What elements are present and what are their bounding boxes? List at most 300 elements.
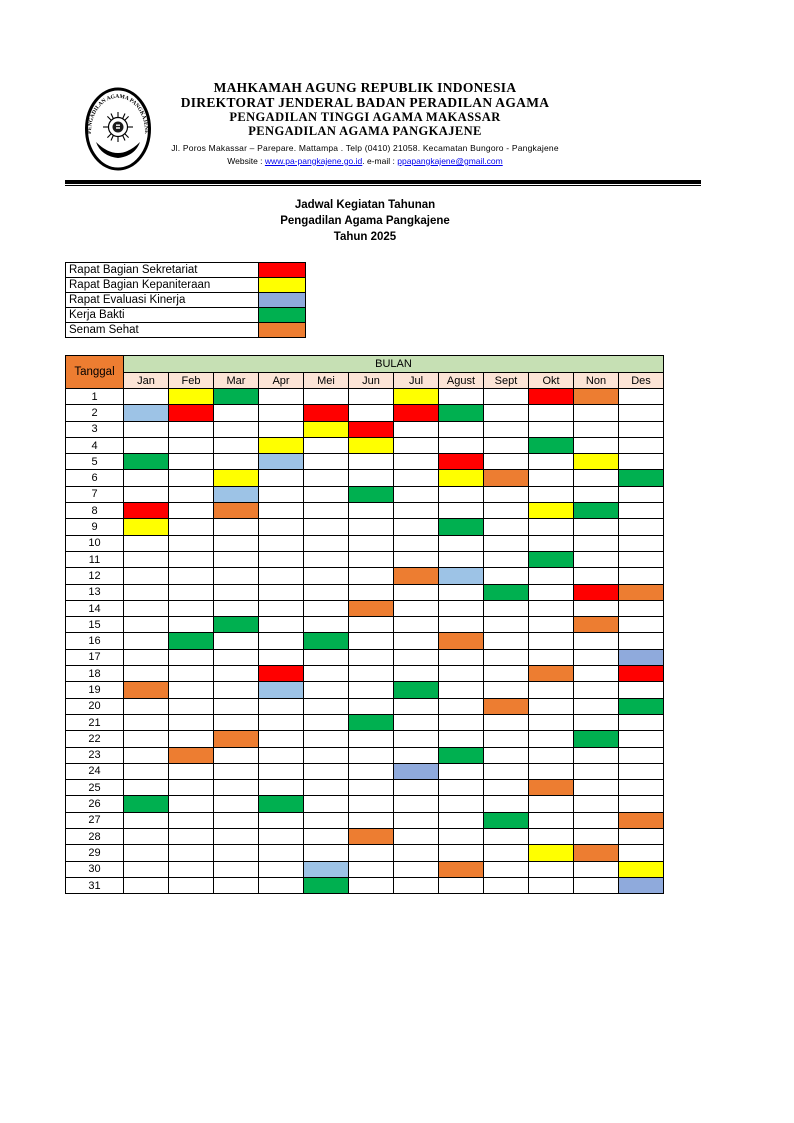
calendar-cell-mar-10 [214, 535, 259, 551]
calendar-cell-okt-8 [529, 503, 574, 519]
calendar-cell-jul-5 [394, 454, 439, 470]
day-label: 12 [66, 568, 124, 584]
calendar-cell-jan-6 [124, 470, 169, 486]
website-link[interactable]: www.pa-pangkajene.go.id [264, 155, 363, 166]
calendar-cell-apr-13 [259, 584, 304, 600]
calendar-row-4 [66, 437, 664, 453]
calendar-cell-okt-22 [529, 731, 574, 747]
letterhead-line-1: MAHKAMAH AGUNG REPUBLIK INDONESIA [213, 80, 517, 95]
calendar-cell-jan-25 [124, 780, 169, 796]
calendar-cell-mei-31 [304, 877, 349, 893]
calendar-cell-jul-27 [394, 812, 439, 828]
calendar-cell-apr-4 [259, 437, 304, 453]
calendar-cell-agust-18 [439, 666, 484, 682]
calendar-cell-okt-12 [529, 568, 574, 584]
calendar-cell-jul-29 [394, 845, 439, 861]
calendar-cell-apr-29 [259, 845, 304, 861]
calendar-cell-des-9 [619, 519, 664, 535]
calendar-cell-sept-2 [484, 405, 529, 421]
calendar-cell-jun-15 [349, 617, 394, 633]
legend-row [66, 263, 306, 278]
calendar-cell-mei-7 [304, 486, 349, 502]
calendar-cell-non-4 [574, 437, 619, 453]
calendar-cell-jul-8 [394, 503, 439, 519]
calendar-row-7 [66, 486, 664, 502]
calendar-cell-agust-17 [439, 649, 484, 665]
calendar-cell-des-16 [619, 633, 664, 649]
calendar-cell-jan-24 [124, 763, 169, 779]
calendar-cell-des-12 [619, 568, 664, 584]
calendar-cell-feb-23 [169, 747, 214, 763]
calendar-cell-des-4 [619, 437, 664, 453]
calendar-row-14 [66, 600, 664, 616]
calendar-cell-agust-20 [439, 698, 484, 714]
calendar-cell-non-7 [574, 486, 619, 502]
day-label: 19 [66, 682, 124, 698]
legend-row [66, 293, 306, 308]
calendar-cell-feb-24 [169, 763, 214, 779]
calendar-cell-jul-12 [394, 568, 439, 584]
calendar-cell-jul-18 [394, 666, 439, 682]
calendar-cell-non-24 [574, 763, 619, 779]
calendar-cell-jan-19 [124, 682, 169, 698]
calendar-cell-feb-11 [169, 551, 214, 567]
email-link[interactable]: ppapangkajene@gmail.com [397, 155, 503, 166]
calendar-cell-non-11 [574, 551, 619, 567]
day-label: 7 [66, 486, 124, 502]
month-header-des: Des [619, 373, 664, 389]
calendar-cell-jul-13 [394, 584, 439, 600]
calendar-cell-mei-30 [304, 861, 349, 877]
calendar-row-20 [66, 698, 664, 714]
calendar-cell-des-15 [619, 617, 664, 633]
calendar-body [66, 389, 664, 894]
calendar-cell-agust-9 [439, 519, 484, 535]
calendar-cell-mar-17 [214, 649, 259, 665]
calendar-cell-jan-10 [124, 535, 169, 551]
calendar-cell-non-8 [574, 503, 619, 519]
calendar-row-31 [66, 877, 664, 893]
calendar-cell-agust-5 [439, 454, 484, 470]
calendar-cell-jul-28 [394, 829, 439, 845]
calendar-row-25 [66, 780, 664, 796]
calendar-cell-sept-22 [484, 731, 529, 747]
calendar-cell-jan-11 [124, 551, 169, 567]
title-line-2: Pengadilan Agama Pangkajene [280, 215, 450, 227]
calendar-cell-okt-7 [529, 486, 574, 502]
calendar-cell-feb-28 [169, 829, 214, 845]
calendar-row-15 [66, 617, 664, 633]
calendar-cell-non-20 [574, 698, 619, 714]
calendar-cell-mei-6 [304, 470, 349, 486]
calendar-cell-mar-6 [214, 470, 259, 486]
calendar-row-12 [66, 568, 664, 584]
calendar-cell-jun-12 [349, 568, 394, 584]
calendar-cell-feb-5 [169, 454, 214, 470]
calendar-cell-feb-18 [169, 666, 214, 682]
calendar-cell-jul-30 [394, 861, 439, 877]
calendar-cell-sept-18 [484, 666, 529, 682]
legend-label: Senam Sehat [66, 323, 259, 338]
letterhead [100, 80, 630, 166]
calendar-cell-jun-14 [349, 600, 394, 616]
calendar-cell-des-17 [619, 649, 664, 665]
calendar-cell-mar-14 [214, 600, 259, 616]
calendar-cell-apr-26 [259, 796, 304, 812]
calendar-cell-des-19 [619, 682, 664, 698]
calendar-cell-jul-9 [394, 519, 439, 535]
calendar-cell-mei-3 [304, 421, 349, 437]
legend-row [66, 308, 306, 323]
day-label: 15 [66, 617, 124, 633]
calendar-cell-mar-23 [214, 747, 259, 763]
calendar-cell-non-22 [574, 731, 619, 747]
calendar-cell-jun-7 [349, 486, 394, 502]
calendar-cell-jul-7 [394, 486, 439, 502]
calendar-cell-okt-19 [529, 682, 574, 698]
calendar-cell-sept-28 [484, 829, 529, 845]
calendar-cell-jun-1 [349, 389, 394, 405]
letterhead-contact [100, 157, 630, 167]
calendar-cell-mei-13 [304, 584, 349, 600]
month-header-non: Non [574, 373, 619, 389]
calendar-cell-agust-22 [439, 731, 484, 747]
calendar-cell-non-2 [574, 405, 619, 421]
calendar-cell-okt-9 [529, 519, 574, 535]
calendar-cell-mar-26 [214, 796, 259, 812]
group-header-bulan: BULAN [124, 356, 664, 373]
calendar-cell-des-23 [619, 747, 664, 763]
day-label: 23 [66, 747, 124, 763]
day-label: 5 [66, 454, 124, 470]
month-header-mar: Mar [214, 373, 259, 389]
calendar-cell-agust-15 [439, 617, 484, 633]
calendar-cell-agust-10 [439, 535, 484, 551]
divider-thick-line [65, 180, 701, 184]
legend-color-swatch [259, 278, 306, 293]
calendar-cell-feb-7 [169, 486, 214, 502]
calendar-cell-apr-31 [259, 877, 304, 893]
calendar-cell-okt-3 [529, 421, 574, 437]
calendar-cell-jan-15 [124, 617, 169, 633]
calendar-cell-jul-11 [394, 551, 439, 567]
calendar-cell-non-29 [574, 845, 619, 861]
calendar-cell-agust-19 [439, 682, 484, 698]
calendar-cell-mei-1 [304, 389, 349, 405]
calendar-cell-des-3 [619, 421, 664, 437]
calendar-cell-des-14 [619, 600, 664, 616]
calendar-cell-okt-29 [529, 845, 574, 861]
letterhead-line-4: PENGADILAN AGAMA PANGKAJENE [248, 124, 482, 139]
calendar-cell-agust-26 [439, 796, 484, 812]
calendar-cell-feb-14 [169, 600, 214, 616]
calendar-cell-apr-28 [259, 829, 304, 845]
calendar-cell-agust-7 [439, 486, 484, 502]
calendar-header [66, 356, 664, 389]
calendar-cell-agust-12 [439, 568, 484, 584]
calendar-cell-okt-25 [529, 780, 574, 796]
calendar-cell-non-23 [574, 747, 619, 763]
calendar-cell-jun-3 [349, 421, 394, 437]
calendar-cell-feb-27 [169, 812, 214, 828]
calendar-cell-okt-27 [529, 812, 574, 828]
day-label: 2 [66, 405, 124, 421]
calendar-cell-agust-27 [439, 812, 484, 828]
calendar-cell-sept-9 [484, 519, 529, 535]
calendar-cell-mei-16 [304, 633, 349, 649]
calendar-cell-jan-22 [124, 731, 169, 747]
calendar-cell-feb-9 [169, 519, 214, 535]
calendar-cell-jul-4 [394, 437, 439, 453]
calendar-cell-sept-27 [484, 812, 529, 828]
calendar-cell-non-25 [574, 780, 619, 796]
calendar-cell-sept-16 [484, 633, 529, 649]
calendar-cell-non-14 [574, 600, 619, 616]
website-label: Website : [227, 155, 263, 166]
calendar-cell-okt-21 [529, 714, 574, 730]
calendar-cell-sept-4 [484, 437, 529, 453]
calendar-cell-jul-16 [394, 633, 439, 649]
legend-color-swatch [259, 308, 306, 323]
calendar-cell-jan-27 [124, 812, 169, 828]
calendar-cell-jan-3 [124, 421, 169, 437]
calendar-cell-non-21 [574, 714, 619, 730]
calendar-cell-sept-8 [484, 503, 529, 519]
calendar-row-17 [66, 649, 664, 665]
calendar-cell-feb-6 [169, 470, 214, 486]
calendar-cell-mei-18 [304, 666, 349, 682]
calendar-row-11 [66, 551, 664, 567]
calendar-cell-jan-14 [124, 600, 169, 616]
calendar-cell-jul-14 [394, 600, 439, 616]
calendar-cell-jul-17 [394, 649, 439, 665]
calendar-cell-agust-2 [439, 405, 484, 421]
calendar-cell-jul-24 [394, 763, 439, 779]
legend-label: Kerja Bakti [66, 308, 259, 323]
calendar-row-19 [66, 682, 664, 698]
calendar-cell-feb-4 [169, 437, 214, 453]
calendar-cell-jan-9 [124, 519, 169, 535]
calendar-cell-non-9 [574, 519, 619, 535]
calendar-cell-agust-23 [439, 747, 484, 763]
calendar-cell-sept-31 [484, 877, 529, 893]
calendar-cell-jul-10 [394, 535, 439, 551]
calendar-cell-feb-10 [169, 535, 214, 551]
calendar-cell-jan-18 [124, 666, 169, 682]
day-label: 3 [66, 421, 124, 437]
calendar-cell-jul-21 [394, 714, 439, 730]
calendar-cell-jun-9 [349, 519, 394, 535]
calendar-cell-okt-18 [529, 666, 574, 682]
calendar-cell-mei-10 [304, 535, 349, 551]
calendar-row-22 [66, 731, 664, 747]
calendar-cell-des-25 [619, 780, 664, 796]
calendar-cell-okt-30 [529, 861, 574, 877]
calendar-cell-okt-23 [529, 747, 574, 763]
calendar-cell-jun-23 [349, 747, 394, 763]
calendar-cell-jun-30 [349, 861, 394, 877]
day-label: 21 [66, 714, 124, 730]
calendar-cell-jun-25 [349, 780, 394, 796]
calendar-cell-apr-27 [259, 812, 304, 828]
calendar-cell-apr-14 [259, 600, 304, 616]
calendar-cell-mar-16 [214, 633, 259, 649]
legend-color-swatch [259, 263, 306, 278]
calendar-cell-mei-29 [304, 845, 349, 861]
calendar-cell-mar-20 [214, 698, 259, 714]
calendar-table [65, 355, 664, 894]
calendar-cell-jan-12 [124, 568, 169, 584]
calendar-cell-non-19 [574, 682, 619, 698]
day-label: 31 [66, 877, 124, 893]
calendar-cell-jun-5 [349, 454, 394, 470]
calendar-cell-jan-7 [124, 486, 169, 502]
calendar-cell-jun-4 [349, 437, 394, 453]
calendar-row-1 [66, 389, 664, 405]
calendar-cell-okt-14 [529, 600, 574, 616]
calendar-cell-okt-15 [529, 617, 574, 633]
calendar-cell-agust-24 [439, 763, 484, 779]
calendar-cell-sept-20 [484, 698, 529, 714]
calendar-cell-jul-31 [394, 877, 439, 893]
calendar-row-8 [66, 503, 664, 519]
calendar-cell-sept-17 [484, 649, 529, 665]
calendar-cell-agust-14 [439, 600, 484, 616]
calendar-cell-sept-23 [484, 747, 529, 763]
calendar-cell-mar-25 [214, 780, 259, 796]
calendar-cell-feb-26 [169, 796, 214, 812]
calendar-cell-mar-19 [214, 682, 259, 698]
divider-thin-line [65, 185, 701, 186]
letterhead-address: Jl. Poros Makassar – Parepare. Mattampa . Telp (0410) 21058. Kecamatan Bungoro - Pangkajene [171, 143, 559, 154]
calendar-cell-non-1 [574, 389, 619, 405]
day-label: 24 [66, 763, 124, 779]
calendar-cell-jun-16 [349, 633, 394, 649]
calendar-cell-okt-6 [529, 470, 574, 486]
legend-label: Rapat Bagian Sekretariat [66, 263, 259, 278]
calendar-cell-feb-16 [169, 633, 214, 649]
calendar-cell-apr-2 [259, 405, 304, 421]
calendar-cell-sept-11 [484, 551, 529, 567]
calendar-cell-mei-11 [304, 551, 349, 567]
calendar-cell-des-10 [619, 535, 664, 551]
calendar-cell-non-28 [574, 829, 619, 845]
calendar-cell-mei-22 [304, 731, 349, 747]
day-label: 8 [66, 503, 124, 519]
day-label: 26 [66, 796, 124, 812]
document-title [65, 197, 665, 245]
calendar-cell-apr-7 [259, 486, 304, 502]
calendar-cell-jun-21 [349, 714, 394, 730]
calendar-cell-sept-1 [484, 389, 529, 405]
calendar-cell-apr-23 [259, 747, 304, 763]
title-line-1: Jadwal Kegiatan Tahunan [294, 199, 436, 211]
calendar-cell-sept-14 [484, 600, 529, 616]
calendar-cell-jan-13 [124, 584, 169, 600]
calendar-cell-des-29 [619, 845, 664, 861]
calendar-cell-des-22 [619, 731, 664, 747]
day-label: 30 [66, 861, 124, 877]
calendar-cell-feb-19 [169, 682, 214, 698]
calendar-cell-non-13 [574, 584, 619, 600]
calendar-row-5 [66, 454, 664, 470]
month-header-agust: Agust [439, 373, 484, 389]
calendar-cell-sept-6 [484, 470, 529, 486]
calendar-cell-apr-16 [259, 633, 304, 649]
calendar-cell-jul-15 [394, 617, 439, 633]
calendar-cell-sept-7 [484, 486, 529, 502]
calendar-cell-mei-14 [304, 600, 349, 616]
calendar-cell-jun-8 [349, 503, 394, 519]
calendar-cell-jan-23 [124, 747, 169, 763]
calendar-cell-feb-1 [169, 389, 214, 405]
day-label: 20 [66, 698, 124, 714]
legend-color-swatch [259, 293, 306, 308]
calendar-row-16 [66, 633, 664, 649]
calendar-cell-non-30 [574, 861, 619, 877]
calendar-cell-okt-17 [529, 649, 574, 665]
calendar-cell-non-3 [574, 421, 619, 437]
calendar-cell-apr-12 [259, 568, 304, 584]
calendar-cell-mei-24 [304, 763, 349, 779]
calendar-cell-des-11 [619, 551, 664, 567]
calendar-cell-mar-22 [214, 731, 259, 747]
calendar-cell-agust-1 [439, 389, 484, 405]
calendar-cell-feb-17 [169, 649, 214, 665]
calendar-cell-apr-17 [259, 649, 304, 665]
calendar-cell-jan-21 [124, 714, 169, 730]
calendar-cell-jun-27 [349, 812, 394, 828]
calendar-cell-jul-2 [394, 405, 439, 421]
legend-label: Rapat Bagian Kepaniteraan [66, 278, 259, 293]
calendar-row-28 [66, 829, 664, 845]
calendar-cell-mar-24 [214, 763, 259, 779]
calendar-row-2 [66, 405, 664, 421]
calendar-cell-mar-28 [214, 829, 259, 845]
calendar-cell-non-6 [574, 470, 619, 486]
calendar-cell-mar-11 [214, 551, 259, 567]
calendar-cell-mei-27 [304, 812, 349, 828]
calendar-cell-sept-19 [484, 682, 529, 698]
calendar-cell-feb-22 [169, 731, 214, 747]
calendar-cell-mei-20 [304, 698, 349, 714]
calendar-cell-apr-6 [259, 470, 304, 486]
calendar-cell-des-18 [619, 666, 664, 682]
calendar-row-6 [66, 470, 664, 486]
legend-row [66, 278, 306, 293]
calendar-cell-mei-8 [304, 503, 349, 519]
calendar-cell-apr-20 [259, 698, 304, 714]
calendar-cell-jan-2 [124, 405, 169, 421]
month-header-mei: Mei [304, 373, 349, 389]
calendar-cell-jan-17 [124, 649, 169, 665]
letterhead-line-2: DIREKTORAT JENDERAL BADAN PERADILAN AGAMA [180, 95, 550, 111]
calendar-cell-apr-19 [259, 682, 304, 698]
calendar-row-21 [66, 714, 664, 730]
calendar-cell-non-15 [574, 617, 619, 633]
calendar-cell-feb-20 [169, 698, 214, 714]
calendar-cell-feb-21 [169, 714, 214, 730]
letterhead-line-3: PENGADILAN TINGGI AGAMA MAKASSAR [229, 110, 501, 125]
calendar-cell-apr-5 [259, 454, 304, 470]
calendar-cell-okt-2 [529, 405, 574, 421]
calendar-cell-feb-15 [169, 617, 214, 633]
calendar-cell-non-16 [574, 633, 619, 649]
calendar-cell-jul-6 [394, 470, 439, 486]
calendar-cell-mar-8 [214, 503, 259, 519]
day-label: 9 [66, 519, 124, 535]
calendar-cell-des-28 [619, 829, 664, 845]
